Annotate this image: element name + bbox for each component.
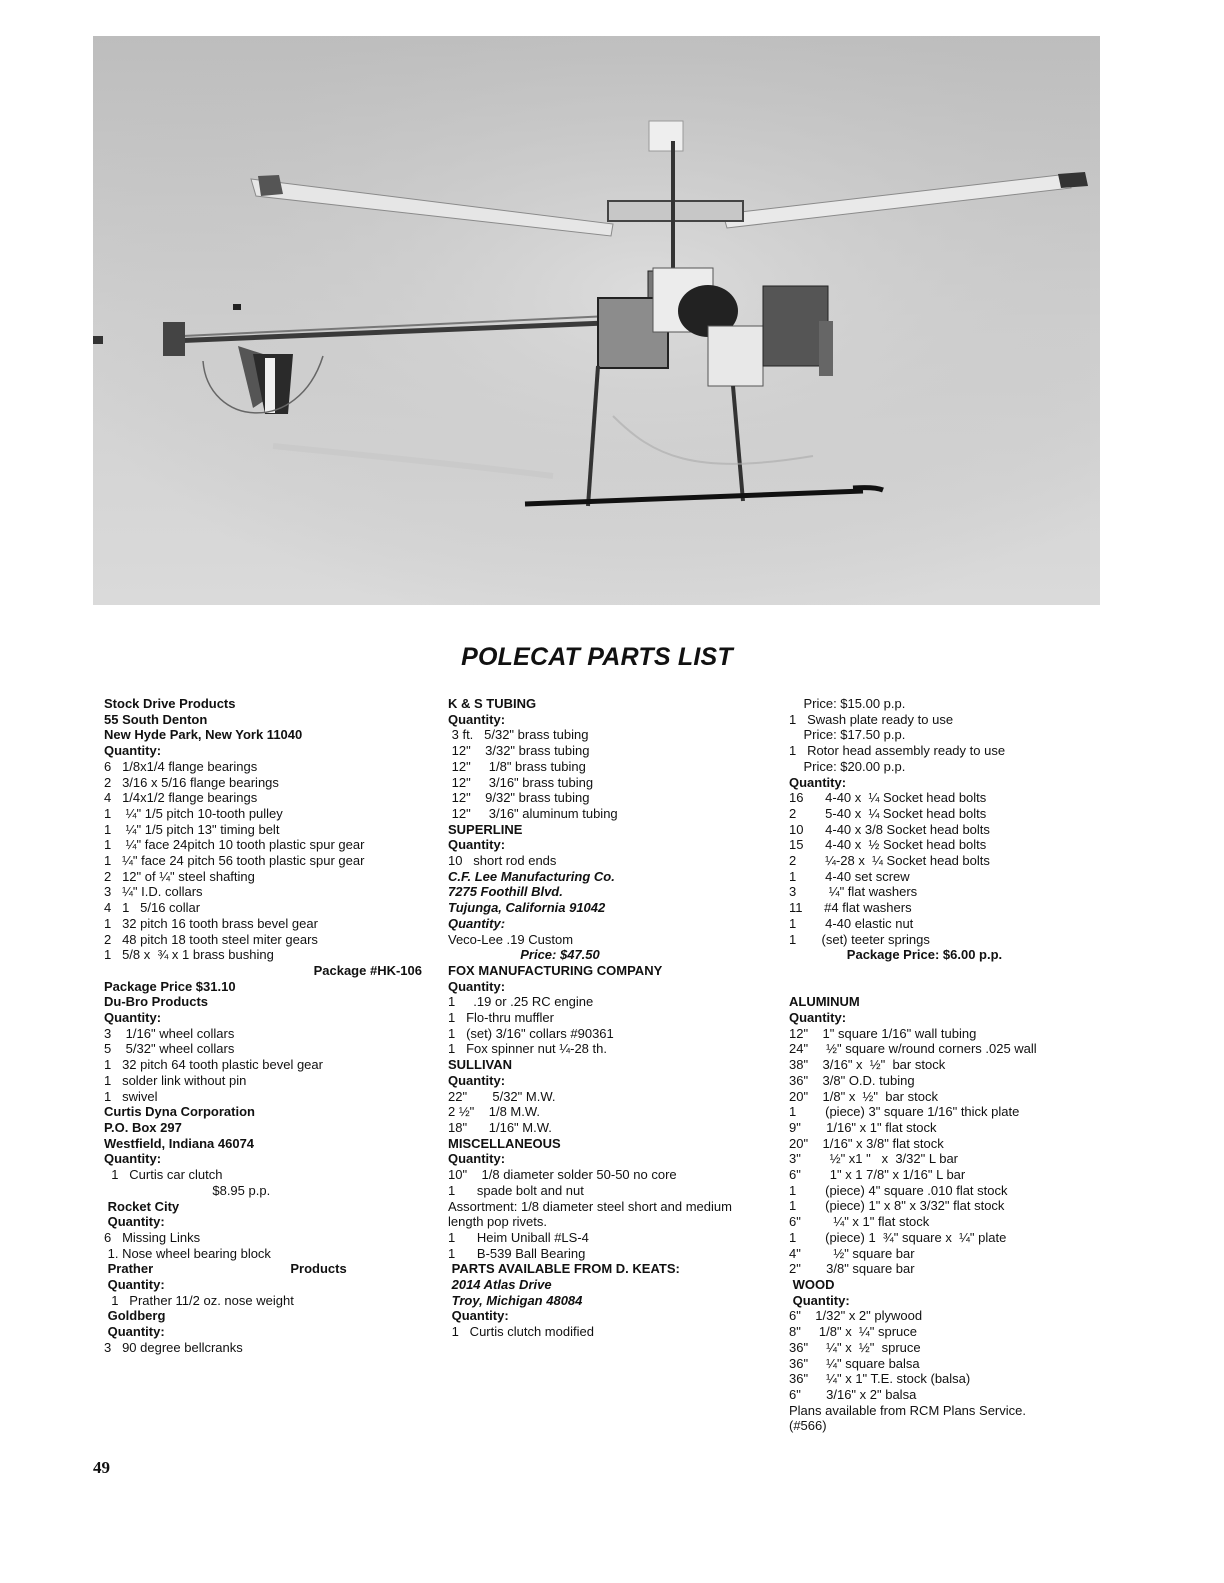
parts-line: 1 Fox spinner nut ¼-28 th. bbox=[448, 1041, 607, 1057]
page-number: 49 bbox=[93, 1458, 110, 1477]
parts-line: 1 4-40 elastic nut bbox=[789, 915, 914, 931]
parts-line: 4" ½" square bar bbox=[789, 1245, 915, 1261]
parts-line: 1 Rotor head assembly ready to use bbox=[789, 743, 1006, 759]
parts-line: Troy, Michigan 48084 bbox=[448, 1292, 583, 1308]
parts-line: Quantity: bbox=[104, 743, 162, 759]
helicopter-photo bbox=[93, 36, 1100, 605]
parts-line: 2 5-40 x ¼ Socket head bolts bbox=[789, 805, 987, 821]
parts-line: Quantity: bbox=[789, 1010, 847, 1026]
parts-line: 2 12" of ¼" steel shafting bbox=[104, 868, 255, 884]
parts-line: 38" 3/16" x ½" bar stock bbox=[789, 1057, 946, 1073]
parts-line: 1 (piece) 1" x 8" x 3/32" flat stock bbox=[789, 1198, 1005, 1214]
parts-line: Quantity: bbox=[104, 1151, 162, 1167]
parts-line: 36" ¼" x ½" spruce bbox=[789, 1339, 921, 1355]
parts-line: 1 32 pitch 64 tooth plastic bevel gear bbox=[104, 1057, 323, 1073]
parts-line: Rocket City bbox=[104, 1198, 180, 1214]
parts-line: 4 1/4x1/2 flange bearings bbox=[104, 790, 258, 806]
parts-line: 12" 9/32" brass tubing bbox=[448, 790, 590, 806]
parts-line: 1 ¼" face 24 pitch 56 tooth plastic spur gear bbox=[104, 853, 365, 869]
parts-line: 1 (piece) 4" square .010 flat stock bbox=[789, 1182, 1008, 1198]
parts-column-2 bbox=[448, 696, 768, 1340]
parts-line: Quantity: bbox=[789, 774, 847, 790]
parts-line: 1 Flo-thru muffler bbox=[448, 1010, 554, 1026]
parts-line: Quantity: bbox=[448, 837, 506, 853]
parts-line: 1. Nose wheel bearing block bbox=[104, 1245, 271, 1261]
parts-line: SUPERLINE bbox=[448, 821, 523, 837]
parts-line: 3 1/16" wheel collars bbox=[104, 1025, 235, 1041]
parts-line: Quantity: bbox=[448, 1308, 509, 1324]
parts-line: C.F. Lee Manufacturing Co. bbox=[448, 868, 615, 884]
parts-line: MISCELLANEOUS bbox=[448, 1135, 561, 1151]
parts-line: New Hyde Park, New York 11040 bbox=[104, 727, 303, 743]
parts-line: 1 (set) teeter springs bbox=[789, 931, 930, 947]
parts-line: 1 Swash plate ready to use bbox=[789, 711, 954, 727]
parts-line: 2 48 pitch 18 tooth steel miter gears bbox=[104, 931, 318, 947]
parts-line bbox=[789, 979, 1079, 995]
parts-line: $8.95 p.p. bbox=[104, 1182, 271, 1198]
parts-line: 1 (piece) 3" square 1/16" thick plate bbox=[789, 1104, 1020, 1120]
parts-line: K & S TUBING bbox=[448, 696, 537, 711]
parts-line: 2 ¼-28 x ¼ Socket head bolts bbox=[789, 853, 990, 869]
parts-line: Quantity: bbox=[104, 1277, 165, 1293]
parts-line: Westfield, Indiana 46074 bbox=[104, 1135, 255, 1151]
parts-line: 6 Missing Links bbox=[104, 1229, 201, 1245]
parts-line: SULLIVAN bbox=[448, 1057, 513, 1073]
parts-line: 6" 3/16" x 2" balsa bbox=[789, 1386, 917, 1402]
parts-line: 1 32 pitch 16 tooth brass bevel gear bbox=[104, 915, 318, 931]
parts-line: 1 Curtis car clutch bbox=[104, 1167, 223, 1183]
parts-line: Price: $20.00 p.p. bbox=[789, 758, 906, 774]
parts-line: Quantity: bbox=[104, 1010, 162, 1026]
parts-line: FOX MANUFACTURING COMPANY bbox=[448, 962, 663, 978]
parts-line: Price: $47.50 bbox=[448, 947, 600, 963]
parts-line: 24" ½" square w/round corners .025 wall bbox=[789, 1041, 1037, 1057]
parts-line: 1 solder link without pin bbox=[104, 1072, 247, 1088]
parts-line: 2" 3/8" square bar bbox=[789, 1261, 915, 1277]
parts-line: 3" ½" x1 " x 3/32" L bar bbox=[789, 1151, 958, 1167]
parts-line: 10 short rod ends bbox=[448, 853, 557, 869]
parts-line: Price: $17.50 p.p. bbox=[789, 727, 906, 743]
parts-line: 12" 3/16" brass tubing bbox=[448, 774, 594, 790]
parts-line: 3 90 degree bellcranks bbox=[104, 1339, 243, 1355]
parts-line: Quantity: bbox=[448, 1072, 506, 1088]
parts-line: 1 4-40 set screw bbox=[789, 868, 910, 884]
parts-line: 1 5/8 x ¾ x 1 brass bushing bbox=[104, 947, 274, 963]
parts-line: 1 swivel bbox=[104, 1088, 158, 1104]
parts-line: 11 #4 flat washers bbox=[789, 900, 912, 916]
parts-line: 9" 1/16" x 1" flat stock bbox=[789, 1119, 937, 1135]
parts-line: 6" 1/32" x 2" plywood bbox=[789, 1308, 923, 1324]
parts-line: 1 ¼" 1/5 pitch 13" timing belt bbox=[104, 821, 280, 837]
parts-line: 22" 5/32" M.W. bbox=[448, 1088, 556, 1104]
parts-line: Stock Drive Products bbox=[104, 696, 236, 711]
parts-line: 7275 Foothill Blvd. bbox=[448, 884, 563, 900]
parts-line: 1 Curtis clutch modified bbox=[448, 1324, 594, 1340]
parts-line: 1 ¼" face 24pitch 10 tooth plastic spur gear bbox=[104, 837, 365, 853]
parts-line: P.O. Box 297 bbox=[104, 1119, 182, 1135]
parts-line: 36" 3/8" O.D. tubing bbox=[789, 1072, 915, 1088]
parts-line: WOOD bbox=[789, 1276, 835, 1292]
parts-line: 3 ¼" I.D. collars bbox=[104, 884, 203, 900]
parts-line: 1 .19 or .25 RC engine bbox=[448, 994, 594, 1010]
parts-line: Quantity: bbox=[448, 711, 506, 727]
parts-column-3 bbox=[789, 696, 1079, 1434]
parts-line: 55 South Denton bbox=[104, 711, 208, 727]
parts-line: Package Price: $6.00 p.p. bbox=[789, 947, 1003, 963]
parts-line: 10 4-40 x 3/8 Socket head bolts bbox=[789, 821, 990, 837]
parts-line: 8" 1/8" x ¼" spruce bbox=[789, 1324, 918, 1340]
parts-line: 12" 1" square 1/16" wall tubing bbox=[789, 1025, 977, 1041]
parts-line: 12" 3/32" brass tubing bbox=[448, 743, 590, 759]
parts-line: 1 spade bolt and nut bbox=[448, 1182, 584, 1198]
parts-line: 3 ¼" flat washers bbox=[789, 884, 918, 900]
parts-line: 1 B-539 Ball Bearing bbox=[448, 1245, 586, 1261]
parts-line: 20" 1/16" x 3/8" flat stock bbox=[789, 1135, 944, 1151]
parts-line: 4 1 5/16 collar bbox=[104, 900, 201, 916]
parts-line: 1 Prather 11/2 oz. nose weight bbox=[104, 1292, 294, 1308]
page-title: POLECAT PARTS LIST bbox=[461, 643, 733, 671]
parts-line: Package #HK-106 bbox=[313, 962, 422, 978]
parts-line: 5 5/32" wheel collars bbox=[104, 1041, 235, 1057]
parts-line: Quantity: bbox=[789, 1292, 850, 1308]
parts-line: 2014 Atlas Drive bbox=[448, 1277, 552, 1293]
parts-line: Prather Products bbox=[104, 1261, 347, 1277]
parts-line: Package Price $31.10 bbox=[104, 978, 236, 994]
parts-line bbox=[789, 963, 1079, 979]
parts-line: Curtis Dyna Corporation bbox=[104, 1104, 255, 1120]
parts-line: Quantity: bbox=[104, 1214, 165, 1230]
parts-line: 18" 1/16" M.W. bbox=[448, 1119, 552, 1135]
parts-line: Quantity: bbox=[104, 1324, 165, 1340]
parts-line: 6" 1" x 1 7/8" x 1/16" L bar bbox=[789, 1167, 966, 1183]
parts-line: 2 ½" 1/8 M.W. bbox=[448, 1104, 541, 1120]
parts-line: Quantity: bbox=[448, 915, 506, 931]
parts-line: 36" ¼" x 1" T.E. stock (balsa) bbox=[789, 1371, 971, 1387]
parts-line: Quantity: bbox=[448, 1151, 506, 1167]
parts-line: Du-Bro Products bbox=[104, 994, 208, 1010]
parts-line: 10" 1/8 diameter solder 50-50 no core bbox=[448, 1167, 677, 1183]
parts-line: 16 4-40 x ¼ Socket head bolts bbox=[789, 790, 987, 806]
parts-line: 1 (set) 3/16" collars #90361 bbox=[448, 1025, 614, 1041]
parts-line: 12" 3/16" aluminum tubing bbox=[448, 805, 618, 821]
parts-line: 20" 1/8" x ½" bar stock bbox=[789, 1088, 938, 1104]
parts-line: ALUMINUM bbox=[789, 994, 860, 1010]
parts-line: Assortment: 1/8 diameter steel short and medium length pop rivets. bbox=[448, 1198, 732, 1230]
parts-line: 6" ¼" x 1" flat stock bbox=[789, 1214, 930, 1230]
parts-line: 12" 1/8" brass tubing bbox=[448, 758, 586, 774]
parts-line: 1 Heim Uniball #LS-4 bbox=[448, 1229, 589, 1245]
parts-line: 6 1/8x1/4 flange bearings bbox=[104, 758, 258, 774]
parts-line: Goldberg bbox=[104, 1308, 166, 1324]
parts-line: 36" ¼" square balsa bbox=[789, 1355, 920, 1371]
parts-line: Price: $15.00 p.p. bbox=[789, 696, 906, 711]
parts-line: Plans available from RCM Plans Service. bbox=[789, 1402, 1026, 1418]
parts-line: 1 ¼" 1/5 pitch 10-tooth pulley bbox=[104, 805, 283, 821]
parts-line: Veco-Lee .19 Custom bbox=[448, 931, 574, 947]
parts-column-1 bbox=[104, 696, 422, 1356]
parts-line: 2 3/16 x 5/16 flange bearings bbox=[104, 774, 279, 790]
parts-line: (#566) bbox=[789, 1418, 827, 1434]
parts-line: Quantity: bbox=[448, 978, 506, 994]
parts-line: 1 (piece) 1 ¾" square x ¼" plate bbox=[789, 1229, 1007, 1245]
parts-line: 15 4-40 x ½ Socket head bolts bbox=[789, 837, 987, 853]
parts-line: 3 ft. 5/32" brass tubing bbox=[448, 727, 589, 743]
parts-line: Tujunga, California 91042 bbox=[448, 900, 606, 916]
parts-line: PARTS AVAILABLE FROM D. KEATS: bbox=[448, 1261, 680, 1277]
